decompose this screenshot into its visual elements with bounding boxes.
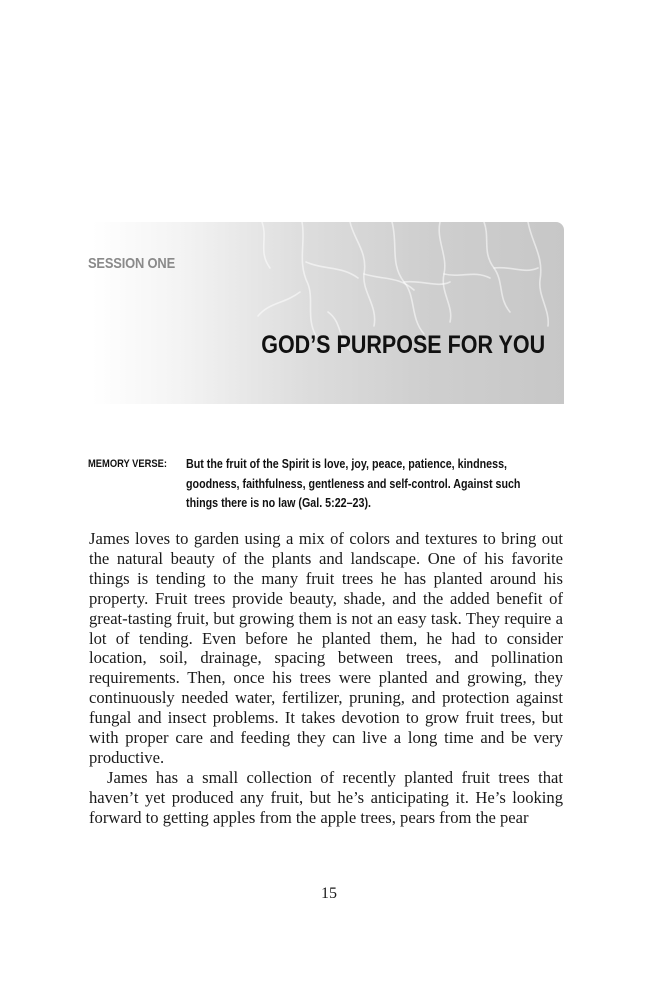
session-label: SESSION ONE bbox=[88, 255, 176, 272]
session-header-banner bbox=[92, 222, 564, 404]
tree-branches-decoration bbox=[92, 222, 564, 404]
body-paragraph: James has a small collection of recently planted fruit trees that haven’t yet produced any fruit, but he’s anticipating it. He’s looking forward to getting apples from the apple trees, pears from the pear bbox=[89, 767, 563, 827]
body-paragraph: James loves to garden using a mix of colors and textures to bring out the natural beauty of the plants and landscape. One of his favorite things is tending to the many fruit trees he has planted around his property. Fruit trees provide beauty, shade, and the added benefit of great-tasting fruit, but growing them is not an easy task. They require a lot of tending. Even before he planted them, he had to consider location, soil, drainage, spacing between trees, and pollination requirements. Then, once his trees were planted and growing, they continuously needed water, fertilizer, pruning, and protection against fungal and insect problems. It takes devotion to grow fruit trees, but with proper care and feeding they can live a long time and be very productive. bbox=[89, 529, 563, 767]
memory-verse-text: But the fruit of the Spirit is love, joy, peace, patience, kindness, goodness, faithfulness, gentleness and self-control. Against such things there is no law (Gal. 5:22–23). bbox=[186, 457, 521, 510]
memory-verse-label: MEMORY VERSE: bbox=[88, 458, 167, 470]
page-number: 15 bbox=[321, 885, 337, 902]
body-text bbox=[89, 529, 563, 828]
session-title: GOD’S PURPOSE FOR YOU bbox=[261, 331, 545, 359]
